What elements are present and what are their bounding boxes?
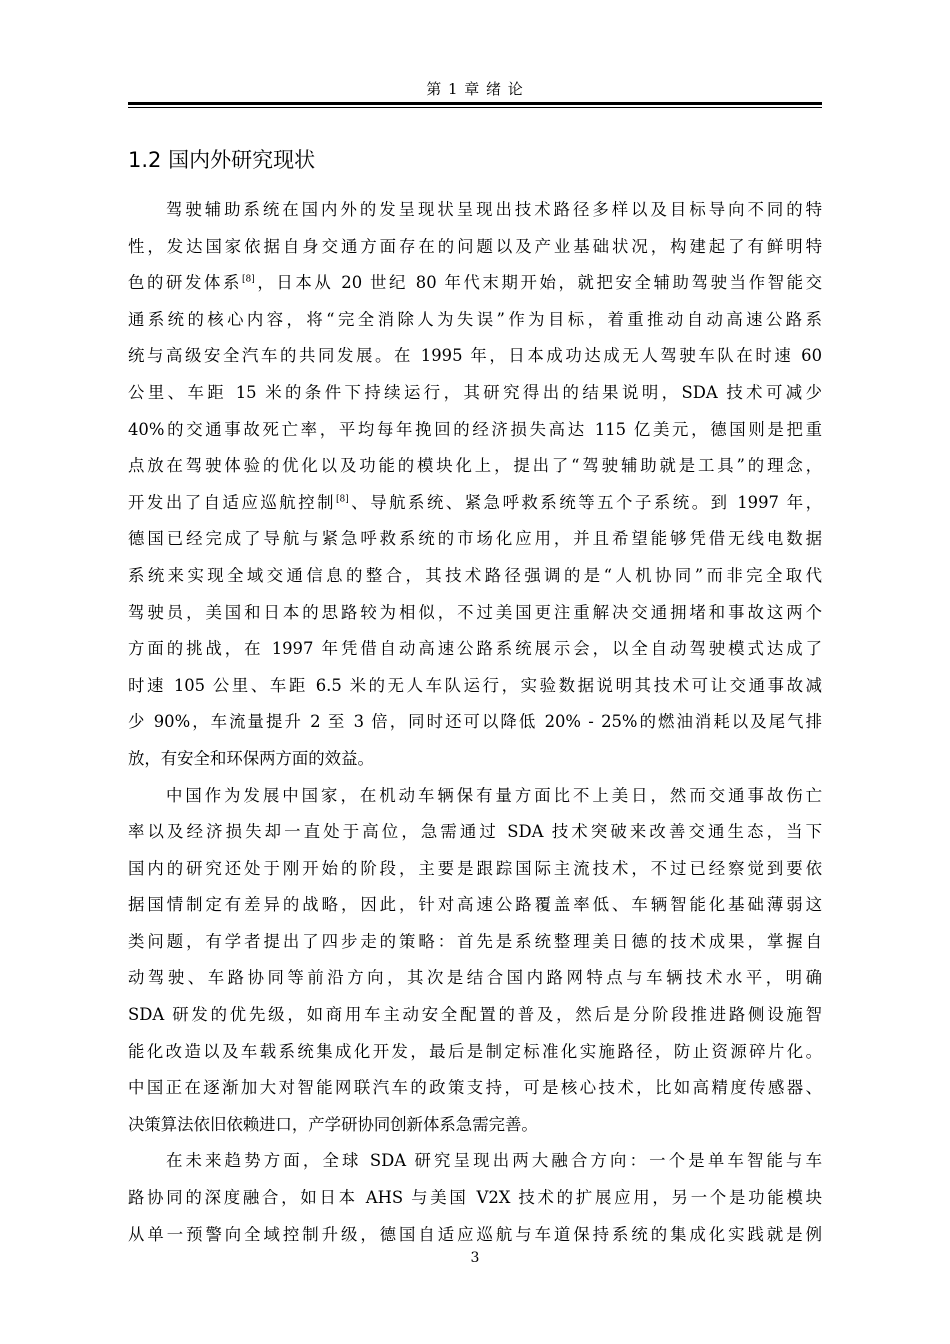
running-header: 第 1 章 绪 论 [426, 80, 524, 98]
text-run: 决策算法依旧依赖进口，产学研协同创新体系急需完善。 [128, 1114, 538, 1134]
text-run: 公里、车距 15 米的条件下持续运行，其研究得出的结果说明，SDA 技术可减少 [128, 382, 822, 402]
text-run: 统与高级安全汽车的共同发展。在 1995 年，日本成功达成无人驾驶车队在时速 60 [128, 346, 822, 366]
text-line [128, 558, 822, 595]
text-line [128, 265, 822, 302]
text-line [128, 997, 822, 1034]
page-number: 3 [470, 1250, 480, 1266]
text-line [128, 960, 822, 997]
text-line [128, 778, 822, 815]
text-line [128, 704, 822, 741]
text-run: 性，发达国家依据自身交通方面存在的问题以及产业基础状况，构建起了有鲜明特 [128, 236, 822, 256]
text-run: SDA 研发的优先级，如商用车主动安全配置的普及，然后是分阶段推进路侧设施智 [128, 1005, 822, 1025]
text-run: 驾驶辅助系统在国内外的发呈现状呈现出技术路径多样以及目标导向不同的特 [166, 200, 822, 219]
text-line [128, 485, 822, 522]
text-line [128, 741, 822, 778]
text-run: 国内的研究还处于刚开始的阶段，主要是跟踪国际主流技术，不过已经察觉到要依 [128, 858, 822, 878]
body-text [128, 192, 822, 1253]
text-line [128, 375, 822, 412]
text-line [128, 1143, 822, 1180]
header-rule-thick [128, 102, 822, 105]
text-line [128, 1180, 822, 1217]
text-run: 在未来趋势方面，全球 SDA 研究呈现出两大融合方向：一个是单车智能与车 [166, 1151, 822, 1171]
text-run: 少 90%，车流量提升 2 至 3 倍，同时还可以降低 20% - 25%的燃油消耗以及尾气排 [128, 712, 822, 732]
citation-ref: [8] [242, 274, 255, 285]
text-line [128, 851, 822, 888]
section-title: 1.2 国内外研究现状 [128, 148, 316, 172]
text-line [128, 668, 822, 705]
text-line [128, 229, 822, 266]
text-line [128, 924, 822, 961]
text-run: 时速 105 公里、车距 6.5 米的无人车队运行，实验数据说明其技术可让交通事故减 [128, 675, 822, 695]
text-run: 德国已经完成了导航与紧急呼救系统的市场化应用，并且希望能够凭借无线电数据 [128, 529, 822, 549]
text-line [128, 302, 822, 339]
text-line [128, 412, 822, 449]
text-run: ，日本从 20 世纪 80 年代末期开始，就把安全辅助驾驶当作智能交 [254, 273, 822, 293]
text-line [128, 1070, 822, 1107]
text-run: 方面的挑战，在 1997 年凭借自动高速公路系统展示会，以全自动驾驶模式达成了 [128, 639, 822, 659]
text-run: 类问题，有学者提出了四步走的策略：首先是系统整理美日德的技术成果，掌握自 [128, 931, 822, 951]
text-line [128, 814, 822, 851]
text-line [128, 192, 822, 229]
text-run: 驾驶员，美国和日本的思路较为相似，不过美国更注重解决交通拥堵和事故这两个 [128, 602, 822, 622]
text-run: 放，有安全和环保两方面的效益。 [128, 748, 374, 768]
header-rule-thin [128, 107, 822, 108]
text-run: 率以及经济损失却一直处于高位，急需通过 SDA 技术突破来改善交通生态，当下 [128, 822, 822, 842]
text-run: 中国正在逐渐加大对智能网联汽车的政策支持，可是核心技术，比如高精度传感器、 [128, 1078, 822, 1098]
text-run: 从单一预警向全域控制升级，德国自适应巡航与车道保持系统的集成化实践就是例 [128, 1224, 822, 1244]
text-run: 、导航系统、紧急呼救系统等五个子系统。到 1997 年， [348, 492, 822, 512]
text-run: 能化改造以及车载系统集成化开发，最后是制定标准化实施路径，防止资源碎片化。 [128, 1041, 822, 1061]
text-line [128, 1034, 822, 1071]
text-line [128, 595, 822, 632]
text-run: 点放在驾驶体验的优化以及功能的模块化上，提出了“驾驶辅助就是工具”的理念， [128, 456, 822, 476]
text-run: 动驾驶、车路协同等前沿方向，其次是结合国内路网特点与车辆技术水平，明确 [128, 968, 822, 988]
text-line [128, 448, 822, 485]
text-run: 路协同的深度融合，如日本 AHS 与美国 V2X 技术的扩展应用，另一个是功能模块 [128, 1188, 822, 1208]
text-run: 据国情制定有差异的战略，因此，针对高速公路覆盖率低、车辆智能化基础薄弱这 [128, 895, 822, 915]
text-run: 通系统的核心内容，将“完全消除人为失误”作为目标，着重推动自动高速公路系 [128, 309, 822, 329]
text-line [128, 1107, 822, 1144]
text-run: 40%的交通事故死亡率，平均每年挽回的经济损失高达 115 亿美元，德国则是把重 [128, 419, 822, 439]
text-run: 中国作为发展中国家，在机动车辆保有量方面比不上美日，然而交通事故伤亡 [166, 785, 822, 805]
text-line [128, 521, 822, 558]
citation-ref: [8] [336, 494, 349, 505]
text-line [128, 338, 822, 375]
text-run: 色的研发体系 [128, 273, 243, 293]
text-run: 开发出了自适应巡航控制 [128, 492, 337, 512]
text-line [128, 887, 822, 924]
text-run: 系统来实现全域交通信息的整合，其技术路径强调的是“人机协同”而非完全取代 [128, 565, 822, 585]
text-line [128, 631, 822, 668]
